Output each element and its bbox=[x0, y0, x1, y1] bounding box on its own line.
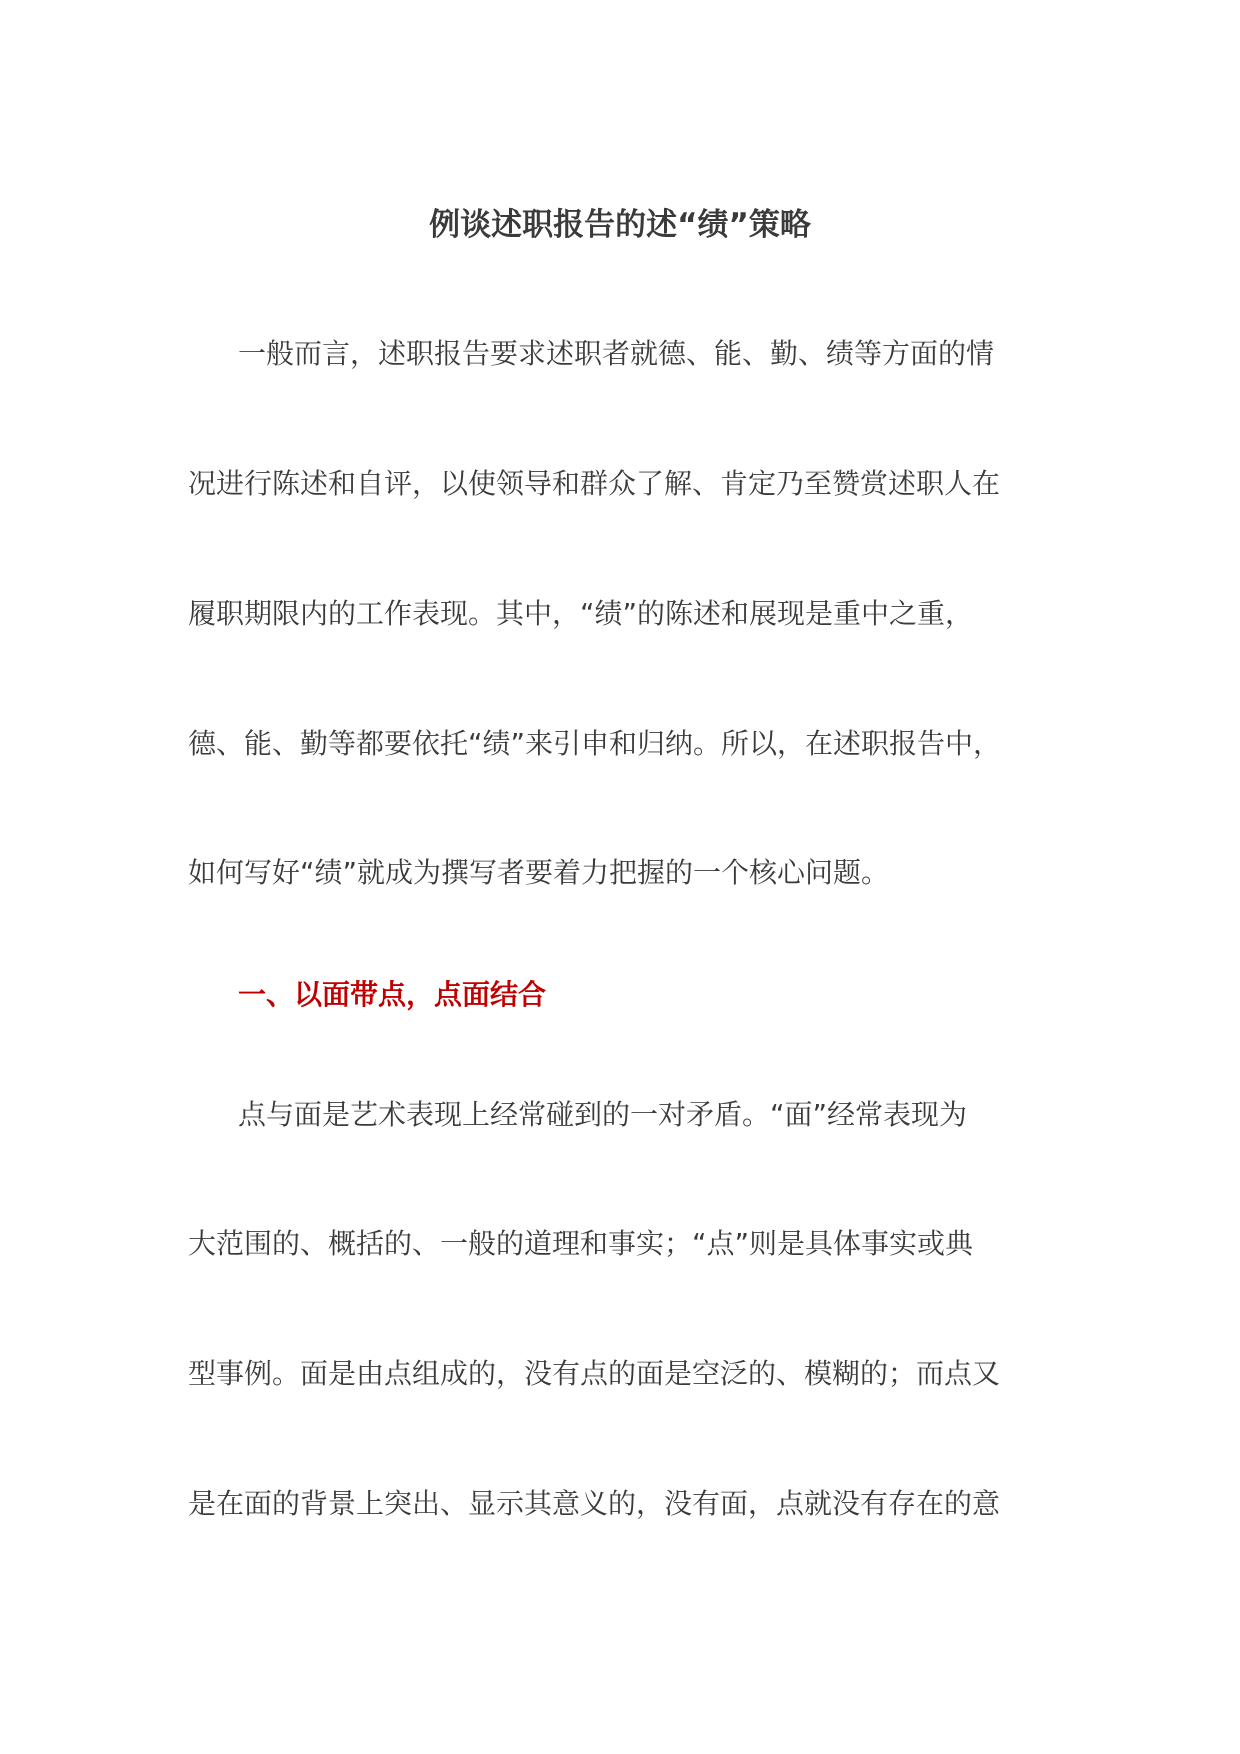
paragraph1-line-2: 况进行陈述和自评，以使领导和群众了解、肯定乃至赞赏述职人在 bbox=[188, 467, 1001, 500]
paragraph2-line-1: 点与面是艺术表现上经常碰到的一对矛盾。“面”经常表现为 bbox=[238, 1098, 968, 1131]
paragraph1-line-4: 德、能、勤等都要依托“绩”来引申和归纳。所以，在述职报告中， bbox=[188, 727, 1002, 760]
section-heading-1: 一、以面带点，点面结合 bbox=[238, 978, 547, 1011]
paragraph2-line-4: 是在面的背景上突出、显示其意义的，没有面，点就没有存在的意 bbox=[188, 1487, 1001, 1520]
document-title: 例谈述职报告的述“绩”策略 bbox=[429, 207, 811, 243]
paragraph2-line-2: 大范围的、概括的、一般的道理和事实；“点”则是具体事实或典 bbox=[188, 1227, 974, 1260]
paragraph2-line-3: 型事例。面是由点组成的，没有点的面是空泛的、模糊的；而点又 bbox=[188, 1357, 1001, 1390]
paragraph1-line-1: 一般而言，述职报告要求述职者就德、能、勤、绩等方面的情 bbox=[238, 337, 995, 370]
paragraph1-line-5: 如何写好“绩”就成为撰写者要着力把握的一个核心问题。 bbox=[188, 856, 890, 889]
paragraph1-line-3: 履职期限内的工作表现。其中，“绩”的陈述和展现是重中之重， bbox=[188, 597, 974, 630]
